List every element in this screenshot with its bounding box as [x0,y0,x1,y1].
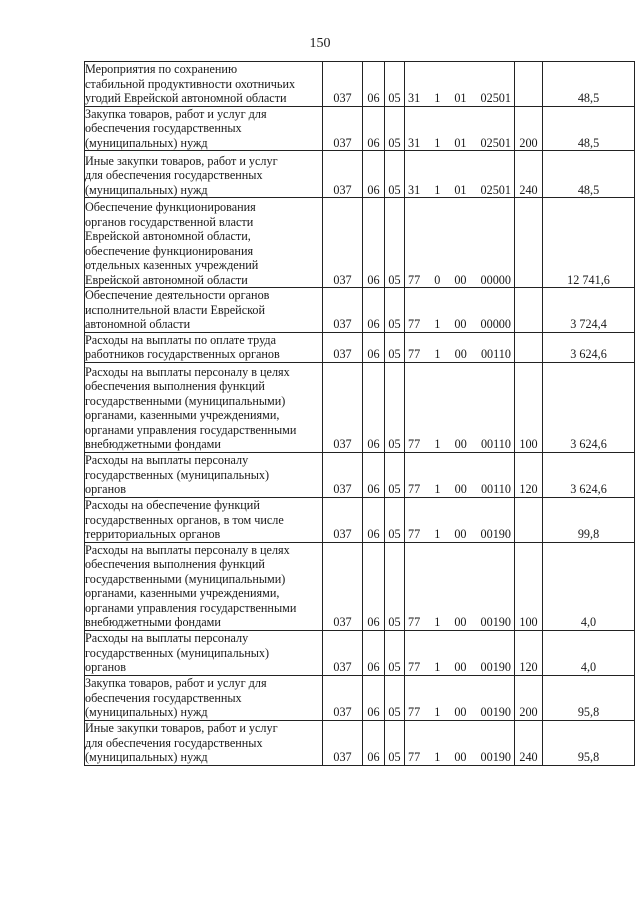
expense-name: Закупка товаров, работ и услуг для обеспечения государственных (муниципальных) нужд [85,676,267,719]
target-article-part: 1 [434,182,441,197]
target-article-part: 31 [408,182,421,197]
target-article-part: 77 [408,347,421,361]
expense-name-cell [85,542,323,630]
expense-name-cell [85,332,323,362]
target-article-part: 00 [454,705,467,719]
subsection-code-cell: 05 [385,151,405,198]
table-row [85,332,635,362]
target-article-cell [405,362,515,452]
amount-cell: 3 624,6 [543,332,635,362]
table-row [85,198,635,288]
section-code-cell: 06 [363,151,385,198]
budget-table-body [85,62,635,766]
target-article-part: 00 [454,750,467,764]
admin-code-cell: 037 [323,288,363,333]
target-article-part: 77 [408,437,421,451]
table-row [85,720,635,765]
expense-name: Расходы на выплаты персоналу в целях обеспечения выполнения функций государственными (муниципальными) органами, казенными учреждениями, органами управления государственными внебюджетными фондами [85,542,297,629]
target-article-cell [405,288,515,333]
table-row [85,630,635,675]
section-code-cell: 06 [363,452,385,497]
expense-type-cell [515,198,543,288]
target-article-part: 1 [434,437,441,451]
target-article-part: 00 [454,347,467,361]
expense-name-cell [85,151,323,198]
target-article-part: 1 [434,347,441,361]
amount-cell: 95,8 [543,720,635,765]
target-article-part: 1 [434,705,441,719]
table-row [85,288,635,333]
section-code-cell: 06 [363,362,385,452]
expense-name: Расходы на выплаты персоналу государственных (муниципальных) органов [85,631,270,674]
expense-name: Расходы на выплаты по оплате труда работников государственных органов [85,332,280,361]
section-code-cell: 06 [363,288,385,333]
amount-cell: 4,0 [543,630,635,675]
expense-name-cell [85,720,323,765]
amount-cell: 3 624,6 [543,452,635,497]
subsection-code-cell: 05 [385,362,405,452]
section-code-cell: 06 [363,198,385,288]
target-article-part: 31 [408,91,421,105]
amount-cell: 48,5 [543,106,635,151]
target-article-part: 1 [434,135,441,150]
target-article-cell [405,332,515,362]
target-article-part: 02501 [480,182,511,197]
section-code-cell: 06 [363,720,385,765]
subsection-code-cell: 05 [385,452,405,497]
target-article-part: 00110 [480,437,511,451]
table-row [85,452,635,497]
expense-name-cell [85,497,323,542]
table-row [85,497,635,542]
expense-name-cell [85,362,323,452]
target-article-part: 77 [408,660,421,674]
admin-code-cell: 037 [323,198,363,288]
target-article-cell [405,106,515,151]
subsection-code-cell: 05 [385,675,405,720]
budget-table [84,61,635,766]
subsection-code-cell: 05 [385,497,405,542]
section-code-cell: 06 [363,62,385,107]
target-article-cell [405,675,515,720]
subsection-code-cell: 05 [385,288,405,333]
section-code-cell: 06 [363,332,385,362]
target-article-part: 00190 [480,705,511,719]
target-article-part: 77 [408,750,421,764]
expense-name-cell [85,198,323,288]
admin-code-cell: 037 [323,497,363,542]
target-article-part: 00 [454,660,467,674]
subsection-code-cell: 05 [385,106,405,151]
target-article-cell [405,630,515,675]
expense-type-cell [515,62,543,107]
admin-code-cell: 037 [323,630,363,675]
admin-code-cell: 037 [323,62,363,107]
expense-name: Иные закупки товаров, работ и услуг для обеспечения государственных (муниципальных) нужд [85,721,278,764]
target-article-part: 00110 [480,347,511,361]
expense-name-cell [85,675,323,720]
expense-name-cell [85,288,323,333]
subsection-code-cell: 05 [385,332,405,362]
target-article-part: 0 [434,272,441,287]
subsection-code-cell: 05 [385,720,405,765]
expense-name: Мероприятия по сохранению стабильной продуктивности охотничьих угодий Еврейской автономной области [85,62,296,105]
target-article-part: 02501 [480,91,511,105]
expense-type-cell [515,497,543,542]
expense-name-cell [85,452,323,497]
subsection-code-cell: 05 [385,542,405,630]
page-number: 150 [309,36,331,51]
expense-type-cell: 240 [515,151,543,198]
admin-code-cell: 037 [323,452,363,497]
target-article-part: 01 [454,135,467,150]
target-article-cell [405,542,515,630]
amount-cell: 3 624,6 [543,362,635,452]
section-code-cell: 06 [363,497,385,542]
section-code-cell: 06 [363,106,385,151]
target-article-cell [405,151,515,198]
amount-cell: 99,8 [543,497,635,542]
expense-type-cell: 200 [515,675,543,720]
target-article-part: 77 [408,482,421,496]
expense-type-cell: 200 [515,106,543,151]
subsection-code-cell: 05 [385,630,405,675]
amount-cell: 48,5 [543,62,635,107]
admin-code-cell: 037 [323,675,363,720]
admin-code-cell: 037 [323,106,363,151]
admin-code-cell: 037 [323,332,363,362]
expense-name-cell [85,106,323,151]
target-article-part: 1 [434,660,441,674]
expense-type-cell [515,288,543,333]
target-article-cell [405,497,515,542]
target-article-part: 00190 [480,527,511,541]
target-article-part: 31 [408,135,421,150]
table-row [85,151,635,198]
target-article-part: 00190 [480,615,511,629]
target-article-part: 77 [408,705,421,719]
target-article-part: 1 [434,91,441,105]
target-article-part: 00 [454,615,467,629]
table-row [85,675,635,720]
expense-type-cell: 240 [515,720,543,765]
amount-cell: 12 741,6 [543,198,635,288]
admin-code-cell: 037 [323,151,363,198]
expense-name-cell [85,62,323,107]
expense-name: Расходы на выплаты персоналу в целях обеспечения выполнения функций государственными (муниципальными) органами, казенными учреждениями, органами управления государственными внебюджетными фондами [85,364,297,451]
admin-code-cell: 037 [323,362,363,452]
expense-type-cell: 100 [515,542,543,630]
target-article-part: 00000 [480,317,511,331]
target-article-part: 00 [454,482,467,496]
expense-name: Расходы на выплаты персоналу государственных (муниципальных) органов [85,453,270,496]
target-article-part: 77 [408,527,421,541]
expense-name: Обеспечение деятельности органов исполнительной власти Еврейской автономной области [85,288,270,331]
table-row [85,62,635,107]
target-article-part: 00190 [480,750,511,764]
amount-cell: 48,5 [543,151,635,198]
target-article-cell [405,198,515,288]
expense-type-cell [515,332,543,362]
amount-cell: 3 724,4 [543,288,635,333]
amount-cell: 4,0 [543,542,635,630]
expense-name-cell [85,630,323,675]
table-row [85,106,635,151]
target-article-part: 00 [454,437,467,451]
target-article-part: 00190 [480,660,511,674]
target-article-part: 1 [434,750,441,764]
section-code-cell: 06 [363,630,385,675]
target-article-part: 1 [434,482,441,496]
section-code-cell: 06 [363,675,385,720]
target-article-part: 00 [454,272,467,287]
subsection-code-cell: 05 [385,198,405,288]
expense-name: Расходы на обеспечение функций государственных органов, в том числе территориальных органов [85,498,284,541]
target-article-part: 00 [454,527,467,541]
target-article-part: 1 [434,317,441,331]
admin-code-cell: 037 [323,542,363,630]
target-article-part: 00000 [480,272,511,287]
target-article-part: 01 [454,182,467,197]
table-row [85,362,635,452]
target-article-part: 01 [454,91,467,105]
target-article-cell [405,62,515,107]
expense-name: Иные закупки товаров, работ и услуг для обеспечения государственных (муниципальных) нужд [85,153,278,197]
target-article-part: 00 [454,317,467,331]
admin-code-cell: 037 [323,720,363,765]
amount-cell: 95,8 [543,675,635,720]
target-article-part: 02501 [480,135,511,150]
target-article-part: 00110 [480,482,511,496]
section-code-cell: 06 [363,542,385,630]
expense-type-cell: 120 [515,452,543,497]
target-article-cell [405,720,515,765]
target-article-part: 77 [408,272,421,287]
target-article-part: 77 [408,615,421,629]
expense-name: Закупка товаров, работ и услуг для обеспечения государственных (муниципальных) нужд [85,106,267,150]
target-article-part: 1 [434,615,441,629]
expense-type-cell: 100 [515,362,543,452]
target-article-part: 1 [434,527,441,541]
target-article-part: 77 [408,317,421,331]
table-row [85,542,635,630]
target-article-cell [405,452,515,497]
expense-name: Обеспечение функционирования органов государственной власти Еврейской автономной области, обеспечение функционирования отдельных казенных учреждений Еврейской автономной области [85,200,259,287]
subsection-code-cell: 05 [385,62,405,107]
expense-type-cell: 120 [515,630,543,675]
